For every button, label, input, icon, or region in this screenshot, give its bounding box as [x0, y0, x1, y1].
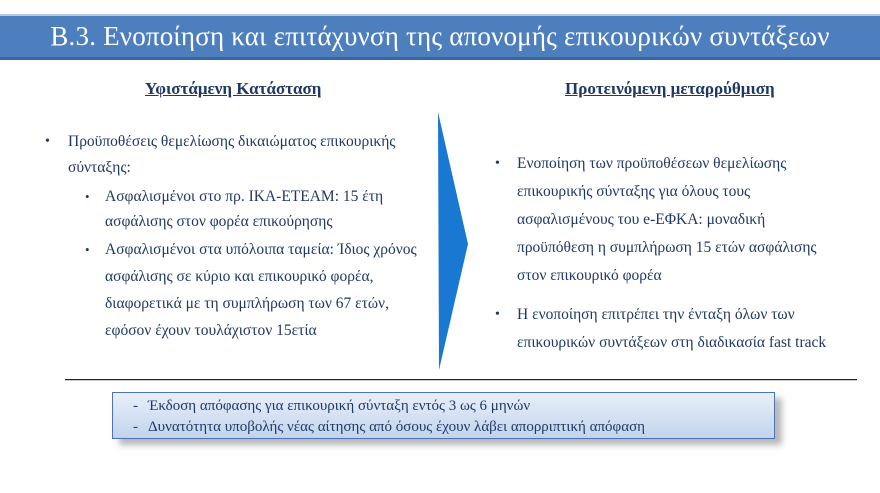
bullet-marker: • [495, 307, 500, 322]
divider-line [65, 379, 857, 381]
slide-title: Β.3. Ενοποίηση και επιτάχυνση της απονομής επικουρικών συντάξεων [50, 21, 830, 51]
bullet-marker: • [85, 242, 90, 257]
bottom-box-item-text: Δυνατότητα υποβολής νέας αίτησης από όσους έχουν λάβει απορριπτική απόφαση [148, 419, 645, 435]
left-main-bullet [45, 129, 417, 181]
bullet-marker: • [495, 156, 500, 171]
bottom-box-item-text: Έκδοση απόφασης για επικουρική σύνταξη εντός 3 ως 6 μηνών [148, 398, 531, 414]
left-sub-bullet-text: Ασφαλισμένοι στο πρ. ΙΚΑ-ΕΤΕΑΜ: 15 έτη ασφάλισης στον φορέα επικούρησης [105, 188, 384, 230]
left-main-bullet-text: Προϋποθέσεις θεμελίωσης δικαιώματος επικουρικής σύνταξης: [68, 133, 396, 176]
left-column-header: Υφιστάμενη Κατάσταση [145, 79, 322, 98]
bullet-marker: • [45, 134, 50, 149]
dash-marker: - [133, 398, 138, 414]
right-bullet [495, 301, 847, 357]
title-bar [0, 14, 880, 60]
right-column-header: Προτεινόμενη μεταρρύθμιση [565, 79, 775, 98]
right-bullet [495, 150, 837, 290]
bottom-summary-box [112, 392, 775, 439]
transition-arrow-icon [430, 112, 472, 370]
bottom-box-item [133, 417, 774, 438]
bullet-marker: • [85, 189, 90, 204]
right-bullet-text: Ενοποίηση των προϋποθέσεων θεμελίωσης επικουρικής σύνταξης για όλους τους ασφαλισμένους του e-ΕΦΚΑ: μοναδική προϋπόθεση η συμπλήρωση 15 ετών ασφάλισης στον επικουρικό φορέα [517, 155, 817, 284]
left-sub-bullet [85, 236, 427, 344]
right-bullet-text: Η ενοποίηση επιτρέπει την ένταξη όλων των επικουρικών συντάξεων στη διαδικασία fast track [517, 306, 827, 351]
left-sub-bullet [85, 184, 423, 234]
dash-marker: - [133, 419, 138, 435]
bottom-box-item [133, 396, 774, 417]
left-sub-bullet-text: Ασφαλισμένοι στα υπόλοιπα ταμεία: Ίδιος χρόνος ασφάλισης σε κύριο και επικουρικό φορέα, διαφορετικά με τη συμπλήρωση των 67 ετών, εφόσον έχουν τουλάχιστον 15ετία [105, 241, 417, 339]
